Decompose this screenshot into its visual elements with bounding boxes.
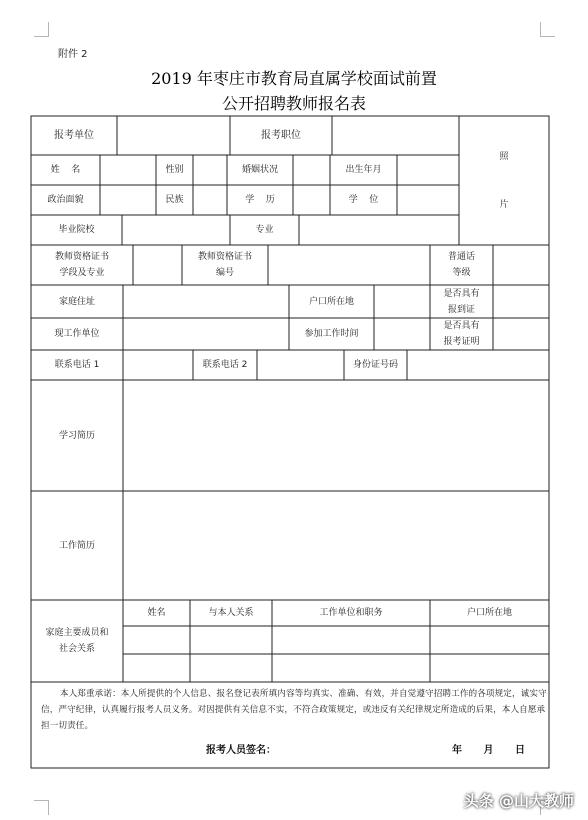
- label-name: 姓 名: [50, 165, 81, 175]
- label-study-history: 学习简历: [58, 430, 95, 441]
- family-row1-hukou[interactable]: [430, 626, 549, 654]
- family-row1-name[interactable]: [123, 626, 190, 654]
- label-major: 专业: [255, 225, 274, 235]
- field-mandarin[interactable]: [493, 245, 549, 285]
- label-id-no: 身份证号码: [352, 360, 398, 370]
- label-education: 学 历: [245, 195, 275, 205]
- signature-date: 年 月 日: [452, 745, 525, 756]
- field-work-start[interactable]: [374, 318, 430, 350]
- label-phone2: 联系电话 2: [202, 360, 248, 370]
- field-gender[interactable]: [193, 155, 227, 185]
- field-phone1[interactable]: [123, 350, 193, 380]
- label-report-cert: 是否具有 报到证: [443, 288, 480, 315]
- field-major[interactable]: [299, 215, 459, 245]
- field-study-history[interactable]: [123, 380, 549, 491]
- header-family-work: 工作单位和职务: [319, 608, 383, 618]
- field-birth[interactable]: [397, 155, 459, 185]
- family-row2-work[interactable]: [272, 654, 430, 682]
- label-apply-post: 报考职位: [261, 129, 301, 141]
- label-politics: 政治面貌: [47, 195, 84, 205]
- header-family-name: 姓名: [147, 608, 166, 618]
- field-report-cert[interactable]: [493, 285, 549, 318]
- label-work-start: 参加工作时间: [304, 329, 359, 339]
- signature-label: 报考人员签名：: [206, 745, 276, 756]
- family-row1-work[interactable]: [272, 626, 430, 654]
- label-permit: 是否具有 报考证明: [443, 321, 480, 347]
- label-marital: 婚姻状况: [241, 165, 278, 175]
- attachment-label: 附件 2: [58, 49, 88, 60]
- field-work-unit[interactable]: [123, 318, 289, 350]
- page-title-line2: 公开招聘教师报名表: [221, 94, 366, 113]
- watermark: 头条 @山大教师: [463, 792, 574, 810]
- field-apply-unit[interactable]: [117, 116, 230, 155]
- field-cert-level[interactable]: [133, 245, 182, 285]
- field-work-history[interactable]: [123, 491, 549, 600]
- field-ethnicity[interactable]: [193, 185, 227, 215]
- field-home-address[interactable]: [123, 285, 289, 318]
- family-row2-hukou[interactable]: [430, 654, 549, 682]
- label-family: 家庭主要成员和 社会关系: [45, 628, 109, 654]
- label-birth: 出生年月: [345, 165, 382, 175]
- field-id-no[interactable]: [407, 350, 549, 380]
- label-gender: 性别: [165, 165, 184, 175]
- photo-box[interactable]: 照 片: [499, 151, 509, 210]
- page-title-line1: 2019 年枣庄市教育局直属学校面试前置: [151, 69, 437, 88]
- label-degree: 学 位: [348, 195, 379, 205]
- label-cert-no: 教师资格证书 编号: [197, 252, 252, 278]
- family-row2-name[interactable]: [123, 654, 190, 682]
- label-apply-unit: 报考单位: [54, 129, 94, 141]
- field-degree[interactable]: [397, 185, 459, 215]
- family-row2-relation[interactable]: [190, 654, 272, 682]
- label-hukou: 户口所在地: [308, 296, 354, 307]
- field-politics[interactable]: [100, 185, 156, 215]
- field-permit[interactable]: [493, 318, 549, 350]
- label-phone1: 联系电话 1: [54, 360, 100, 370]
- field-education[interactable]: [293, 185, 330, 215]
- label-work-unit: 现工作单位: [54, 329, 100, 339]
- label-work-history: 工作简历: [58, 540, 95, 551]
- field-marital[interactable]: [293, 155, 330, 185]
- label-cert-level: 教师资格证书 学段及专业: [54, 252, 109, 278]
- field-hukou[interactable]: [374, 285, 430, 318]
- label-mandarin: 普通话 等级: [447, 252, 475, 278]
- field-name[interactable]: [100, 155, 156, 185]
- family-row1-relation[interactable]: [190, 626, 272, 654]
- field-cert-no[interactable]: [268, 245, 430, 285]
- label-school: 毕业院校: [58, 225, 95, 235]
- field-apply-post[interactable]: [332, 116, 459, 155]
- label-ethnicity: 民族: [165, 195, 184, 205]
- label-home-address: 家庭住址: [58, 296, 95, 307]
- header-family-hukou: 户口所在地: [466, 608, 512, 618]
- field-phone2[interactable]: [257, 350, 344, 380]
- header-family-relation: 与本人关系: [208, 608, 254, 618]
- field-school[interactable]: [122, 215, 230, 245]
- promise-text: 本人郑重承诺：本人所提供的个人信息、报名登记表所填内容等均真实、准确、有效，并自觉遵守招聘工作的各项规定，诚实守信，严守纪律，认真履行报考人员义务。对因提供有关信息不实，不符合政策规定，或违反有关纪律规定所造成的后果，本人自愿承担一切责任。: [41, 689, 547, 731]
